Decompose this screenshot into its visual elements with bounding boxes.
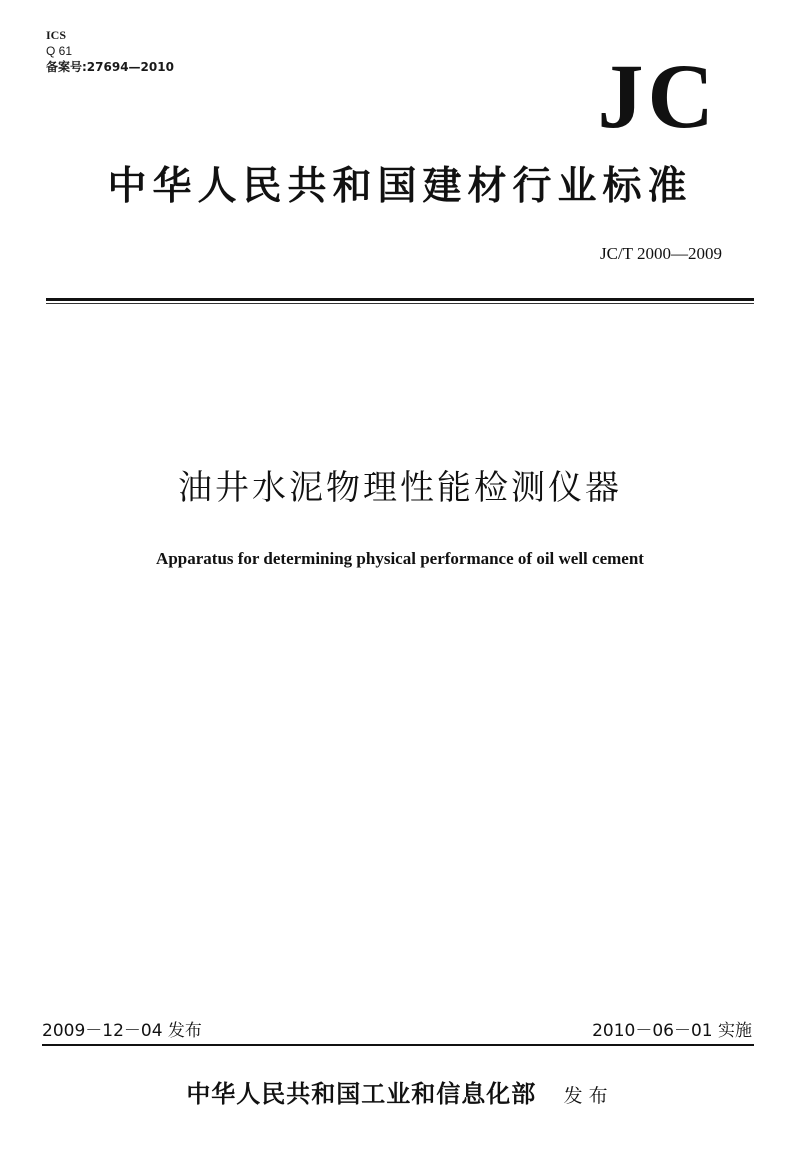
publish-label: 发布 xyxy=(563,1085,614,1107)
document-title-english: Apparatus for determining physical performance of oil well cement xyxy=(156,549,644,568)
registration-number: 备案号:27694—2010 xyxy=(46,60,174,74)
standard-category-title: 中华人民共和国建材行业标准 xyxy=(107,163,693,209)
implementation-date: 2010－06－01 实施 xyxy=(592,1021,752,1041)
header-divider-thin xyxy=(46,303,754,304)
document-title-chinese: 油井水泥物理性能检测仪器 xyxy=(178,468,622,508)
standard-number: JC/T 2000—2009 xyxy=(599,244,722,263)
classification-code: Q 61 xyxy=(46,44,73,58)
issue-date: 2009－12－04 发布 xyxy=(42,1021,202,1041)
publisher xyxy=(0,1078,800,1112)
jc-logo: JC xyxy=(597,45,718,147)
ics-label: ICS xyxy=(46,28,67,42)
publisher-name: 中华人民共和国工业和信息化部 xyxy=(186,1079,537,1108)
footer-divider xyxy=(42,1044,754,1046)
header-divider xyxy=(46,298,754,301)
